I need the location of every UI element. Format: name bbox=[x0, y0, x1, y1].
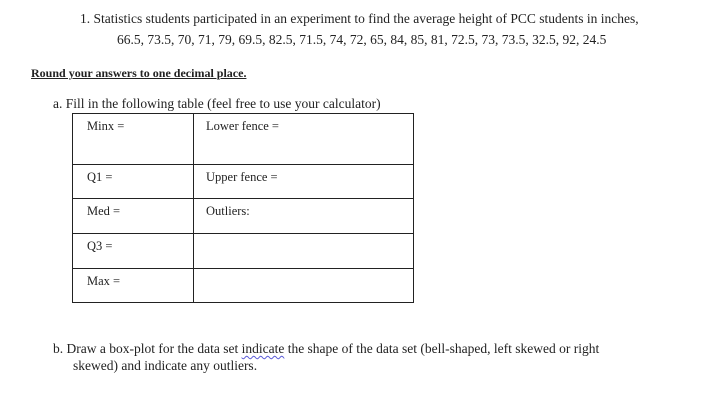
rounding-instruction: Round your answers to one decimal place. bbox=[31, 66, 247, 80]
part-a-instruction: a. Fill in the following table (feel free to use your calculator) bbox=[53, 96, 381, 111]
table-row bbox=[73, 114, 414, 165]
part-b-text-end: the shape of the data set (bell-shaped, left skewed or right bbox=[284, 341, 600, 356]
q1-cell[interactable]: Q1 = bbox=[73, 165, 194, 199]
empty-cell[interactable] bbox=[194, 234, 414, 269]
empty-cell[interactable] bbox=[194, 269, 414, 303]
upper-fence-cell[interactable]: Upper fence = bbox=[194, 165, 414, 199]
table-row bbox=[73, 165, 414, 199]
max-cell[interactable]: Max = bbox=[73, 269, 194, 303]
q3-cell[interactable]: Q3 = bbox=[73, 234, 194, 269]
median-cell[interactable]: Med = bbox=[73, 199, 194, 234]
outliers-cell[interactable]: Outliers: bbox=[194, 199, 414, 234]
data-values-line: 66.5, 73.5, 70, 71, 79, 69.5, 82.5, 71.5, 74, 72, 65, 84, 85, 81, 72.5, 73, 73.5, 32.5, 92, 24.5 bbox=[117, 32, 607, 47]
question-text-line1: 1. Statistics students participated in an experiment to find the average height of PCC students in inches, bbox=[80, 11, 639, 26]
table-row bbox=[73, 269, 414, 303]
part-b-instruction-line2: skewed) and indicate any outliers. bbox=[73, 358, 258, 373]
table-row bbox=[73, 199, 414, 234]
table-row bbox=[73, 234, 414, 269]
part-b-instruction-line1 bbox=[53, 341, 599, 357]
grammar-flagged-word[interactable]: indicate bbox=[241, 341, 285, 356]
part-b-text-start: b. Draw a box-plot for the data set bbox=[53, 341, 242, 356]
lower-fence-cell[interactable]: Lower fence = bbox=[194, 114, 414, 165]
five-number-summary-table bbox=[72, 113, 414, 303]
min-cell[interactable]: Minx = bbox=[73, 114, 194, 165]
